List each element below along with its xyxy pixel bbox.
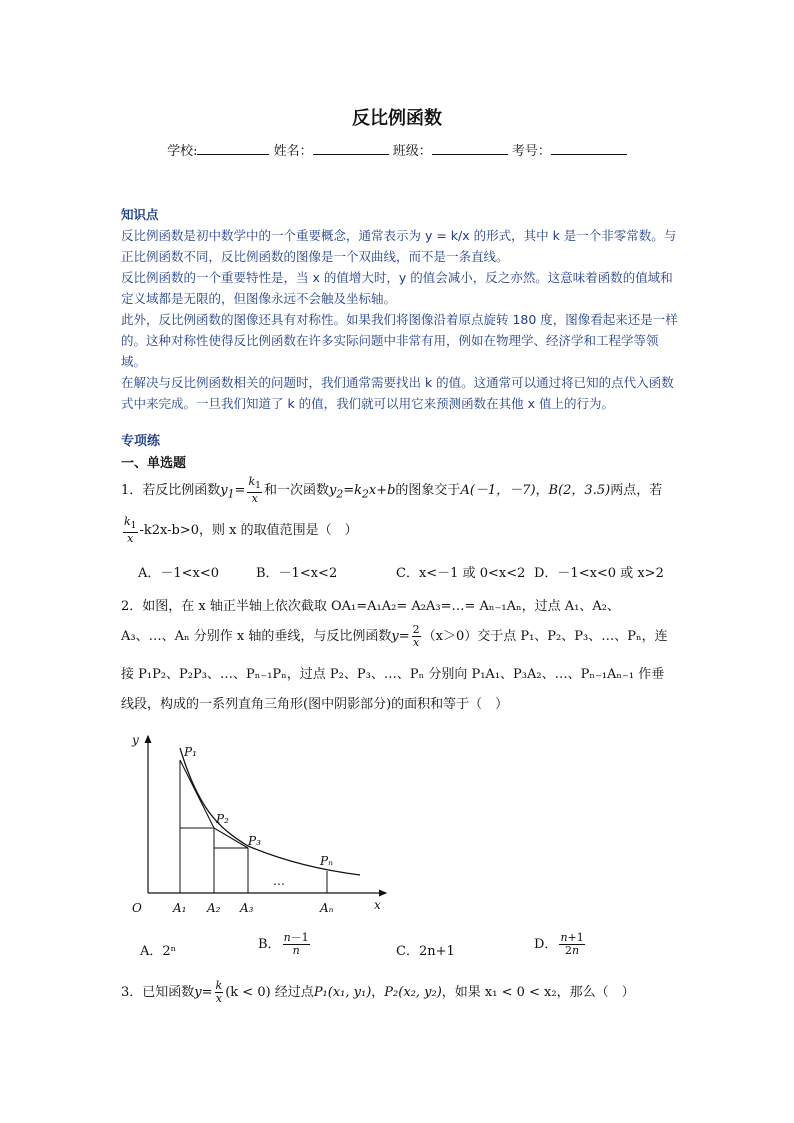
graph-p1-label: P₁ [184,745,197,759]
q1-post: 的图象交于 [395,483,461,499]
q1-mid: 和一次函数 [263,483,329,499]
graph-x-label: x [374,898,381,912]
question-3: 3．已知函数y= $\frac{k}{x}$ (k < 0) 经过点P₁(x₁, y₁)，P₂(x₂, y₂)，如果 x₁ < 0 < x₂，那么（ ） [121,979,635,1005]
q2-option-a[interactable]: A．2ⁿ [140,944,177,959]
q1-pre: 1．若反比例函数 [121,483,221,499]
class-label: 班级： [392,144,432,159]
q2-line2: A₃、…、Aₙ 分别作 x 轴的垂线，与反比例函数y= $\frac{2}{x}$ （x＞0）交于点 P₁、P₂、P₃、…、Pₙ，连 [121,623,668,649]
q3-mid: (k < 0) 经过点 [225,985,314,1000]
name-blank[interactable] [313,142,389,155]
q2-option-b-fraction: $\frac{n-1}{n}$ [283,931,309,957]
knowledge-section [121,204,681,414]
knowledge-paragraph-1: 反比例函数是初中数学中的一个重要概念，通常表示为 y = k/x 的形式，其中 k 是一个非零常数。与正比例函数不同，反比例函数的图像是一个双曲线，而不是一条直线。 [121,228,677,264]
question-1: 1．若反比例函数$y_1=$ $\frac{k_1}{x}$ 和一次函数$y_2=k_2x+b$的图象交于A(－1，－7)，B(2，3.5)两点，若 [121,475,663,506]
q2-line2-post: （x＞0）交于点 P₁、P₂、P₃、…、Pₙ，连 [422,629,668,644]
graph-an-label: Aₙ [320,901,334,915]
q1-tail: 两点，若 [610,483,663,499]
graph-dots: … [273,874,285,888]
q1-linear: $y_2=k_2x+b$ [328,483,396,501]
class-blank[interactable] [432,142,508,155]
graph-a2-label: A₂ [207,901,221,915]
q1-line2: -k2x-b>0，则 x 的取值范围是（ ） [139,523,358,539]
knowledge-paragraph-3: 此外，反比例函数的图像还具有对称性。如果我们将图像沿着原点旋转 180 度，图像看起来还是一样的。这种对称性使得反比例函数在许多实际问题中非常有用，例如在物理学、经济学和工程学等领域。 [121,312,678,369]
q2-graph [118,728,393,923]
q1-option-d[interactable]: D．－1<x<0 或 x>2 [534,566,664,581]
q1-point-b: B(2，3.5) [548,483,611,499]
q3-post: ，如果 x₁ < 0 < x₂，那么（ ） [441,985,635,1000]
school-label: 学校: [167,144,198,159]
q3-p2: P₂(x₂, y₂) [384,985,442,1000]
page-title: 反比例函数 [352,108,442,129]
graph-pn-label: Pₙ [320,854,333,868]
graph-y-label: y [132,733,139,747]
graph-p3-label: P₃ [248,834,261,848]
q1-point-a: A(－1，－7) [460,483,536,499]
exam-no-blank[interactable] [551,142,627,155]
knowledge-heading: 知识点 [121,207,159,222]
q1-option-b[interactable]: B．－1<x<2 [256,566,338,581]
school-blank[interactable] [197,142,269,155]
q2-option-d[interactable]: D． $\frac{n+1}{2n}$ [534,931,584,957]
graph-a1-label: A₁ [173,901,187,915]
q3-k-over-x: $\frac{k}{x}$ [215,979,223,1005]
section-heading: 一、单选题 [121,456,187,471]
q3-p1: P₁(x₁, y₁) [313,985,372,1000]
name-label: 姓名： [273,144,313,159]
graph-p2-label: P₂ [216,812,229,826]
question-1-line2 [121,516,681,546]
graph-origin-label: O [132,901,142,915]
knowledge-paragraph-2: 反比例函数的一个重要特性是，当 x 的值增大时，y 的值会减小，反之亦然。这意味着函数的值域和定义域都是无限的，但图像永远不会触及坐标轴。 [121,270,673,306]
q2-line4: 线段，构成的一系列直角三角形(图中阴影部分)的面积和等于（ ） [121,697,509,712]
q2-line1: 2．如图，在 x 轴正半轴上依次截取 OA₁=A₁A₂= A₂A₃=…= Aₙ₋₁Aₙ，过点 A₁、A₂、 [121,599,620,614]
q3-pre: 3．已知函数 [121,985,195,1000]
q1-k1-over-x: $\frac{k_1}{x}$ [248,475,261,506]
q1-option-a[interactable]: A．－1<x<0 [138,566,220,581]
q2-fraction-2-over-x: $\frac{2}{x}$ [412,623,420,649]
student-info-fields [0,140,794,159]
q1-option-c[interactable]: C．x<－1 或 0<x<2 [396,566,526,581]
graph-a3-label: A₃ [240,901,254,915]
q2-option-c[interactable]: C．2n+1 [396,944,455,959]
practice-heading: 专项练 [121,434,161,449]
q1-y1: $y_1=$ [220,483,246,501]
knowledge-paragraph-4: 在解决与反比例函数相关的问题时，我们通常需要找出 k 的值。这通常可以通过将已知的点代入函数式中来完成。一旦我们知道了 k 的值，我们就可以用它来预测函数在其他 x 值上的行为。 [121,375,674,411]
q2-option-d-fraction: $\frac{n+1}{2n}$ [560,931,584,957]
hyperbola-curve [180,748,360,875]
exam-no-label: 考号： [511,144,551,159]
q1-k1-over-x-2: $\frac{k_1}{x}$ [124,515,137,546]
q2-line3: 接 P₁P₂、P₂P₃、…、Pₙ₋₁Pₙ，过点 P₂、P₃、…、Pₙ 分别向 P₁A₁、P₃A₂、…、Pₙ₋₁Aₙ₋₁ 作垂 [121,667,665,682]
q2-option-b[interactable]: B． $\frac{n-1}{n}$ [258,931,309,957]
q2-line2-pre: A₃、…、Aₙ 分别作 x 轴的垂线，与反比例函数 [121,629,392,644]
